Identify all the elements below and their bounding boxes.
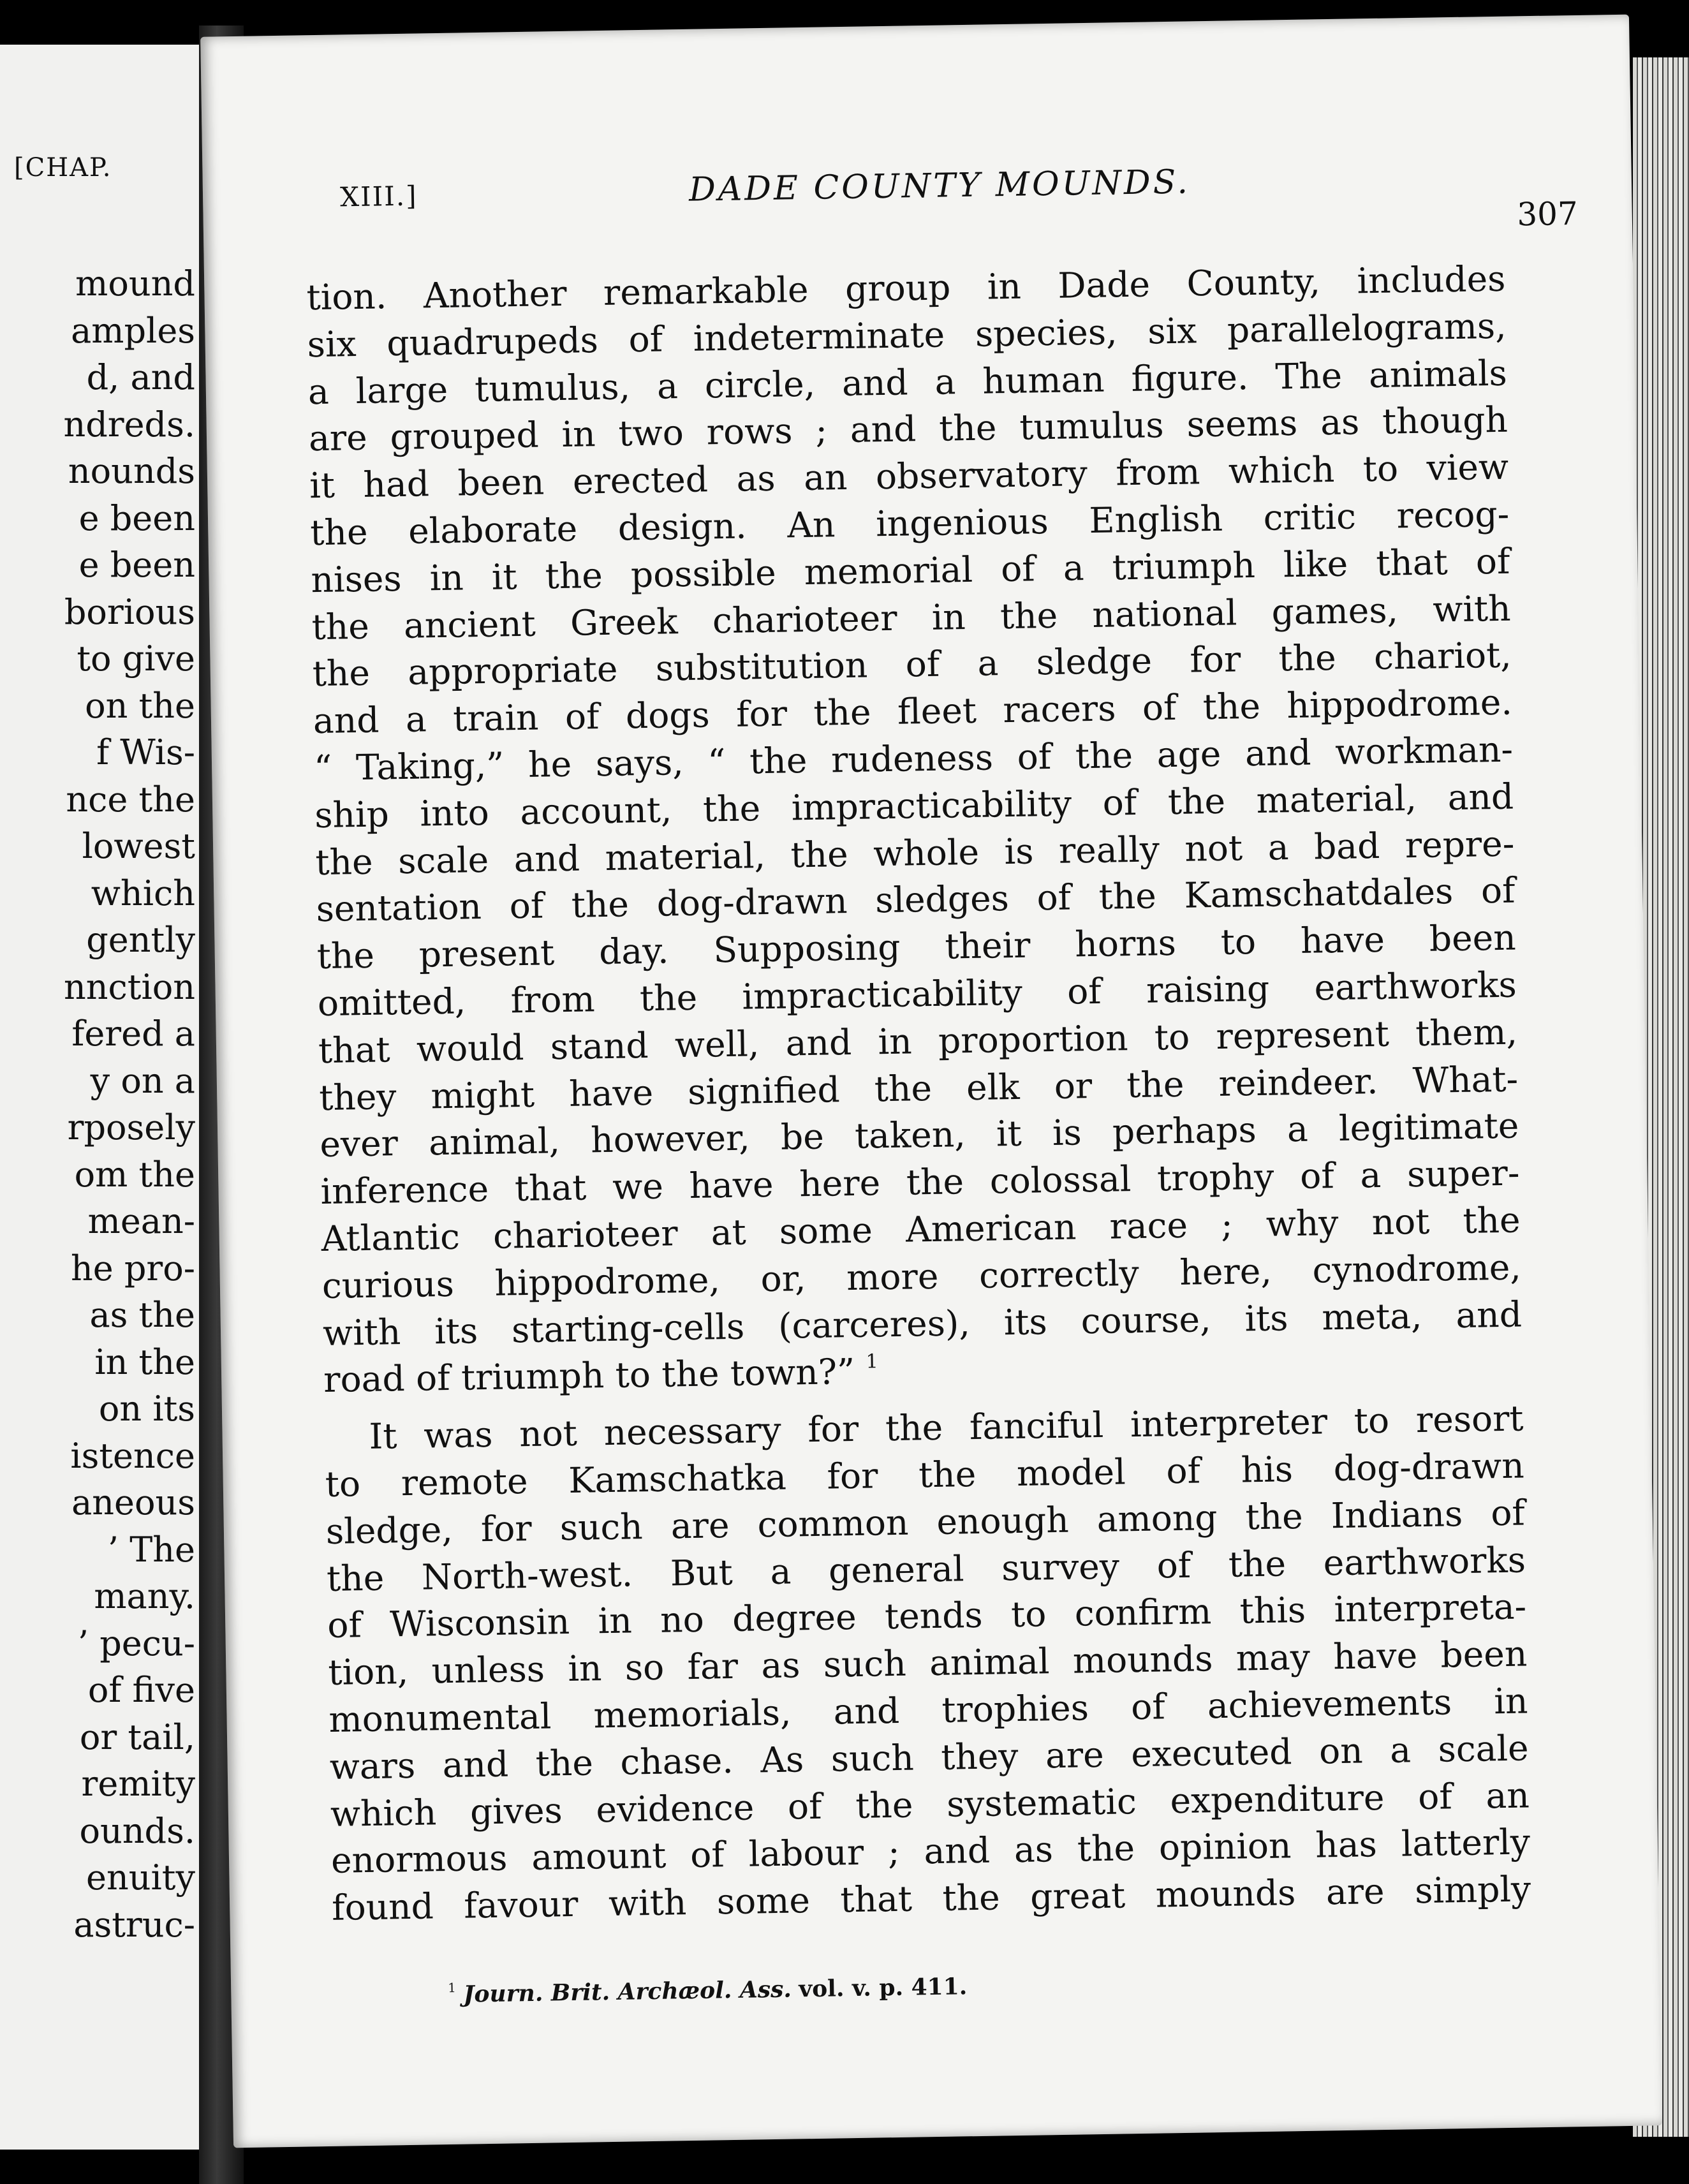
- left-page-line-fragment: d, and: [86, 357, 195, 397]
- left-page-line-fragment: on its: [98, 1389, 195, 1429]
- body-text: [306, 256, 1531, 1932]
- text-line: the North-west. But a general survey of the earthworks: [326, 1538, 1526, 1599]
- left-page-line-fragment: borious: [64, 591, 195, 632]
- text-line: are grouped in two rows ; and the tumulus seems as though: [308, 399, 1508, 459]
- text-line: and a train of dogs for the fleet racers of the hippodrome.: [313, 681, 1513, 742]
- left-page-line-fragment: astruc-: [73, 1904, 195, 1945]
- footnote-marker: 1: [448, 1981, 457, 1996]
- text-line: sledge, for such are common enough among the Indians of: [325, 1492, 1526, 1552]
- text-line: curious hippodrome, or, more correctly here, cynodrome,: [321, 1246, 1522, 1306]
- left-page-line-fragment: of five: [87, 1670, 195, 1710]
- chapter-label: XIII.]: [339, 180, 418, 213]
- text-line: they might have signified the elk or the reindeer. What-: [318, 1058, 1519, 1118]
- left-page-line-fragment: he pro-: [70, 1248, 195, 1288]
- text-line: sentation of the dog-drawn sledges of the Kamschatdales of: [316, 869, 1516, 930]
- page-number: 307: [1516, 195, 1579, 233]
- left-page-line-fragment: mound: [75, 263, 195, 304]
- footnote: [448, 1973, 967, 2008]
- left-page-line-fragment: y on a: [90, 1060, 195, 1101]
- text-line: omitted, from the impracticability of raising earthworks: [317, 964, 1517, 1024]
- left-page-line-fragment: rposely: [67, 1107, 195, 1147]
- left-page-line-fragment: nounds: [68, 451, 195, 491]
- text-line: the ancient Greek charioteer in the national games, with: [311, 587, 1511, 647]
- left-page-line-fragment: ’ pecu-: [77, 1623, 195, 1664]
- paragraph-1: [306, 256, 1522, 1357]
- footnote-reference: 1: [866, 1350, 879, 1373]
- left-page-line-fragment: om the: [74, 1154, 195, 1195]
- paragraph-2: [324, 1396, 1531, 1932]
- text-line: six quadrupeds of indeterminate species, six parallelograms,: [307, 305, 1507, 365]
- left-page-line-fragment: remity: [81, 1764, 195, 1804]
- left-page-line-fragment: istence: [70, 1435, 195, 1476]
- text-line: monumental memorials, and trophies of achievements in: [328, 1680, 1528, 1740]
- text-line: which gives evidence of the systematic expenditure of an: [330, 1774, 1530, 1834]
- running-title: DADE COUNTY MOUNDS.: [688, 163, 1191, 209]
- text-line: wars and the chase. As such they are executed on a scale: [329, 1727, 1530, 1787]
- left-page-line-fragment: e been: [78, 498, 195, 538]
- left-page-line-fragment: nnction: [63, 966, 195, 1007]
- left-page-line-fragment: gently: [86, 920, 195, 960]
- left-page-line-fragment: which: [91, 873, 195, 913]
- right-page: [200, 15, 1662, 2148]
- left-page-line-fragment: amples: [71, 310, 195, 351]
- left-page-line-fragment: mean-: [87, 1201, 195, 1241]
- text-line: enormous amount of labour ; and as the opinion has latterly: [330, 1821, 1531, 1882]
- left-page-line-fragment: aneous: [71, 1482, 195, 1523]
- left-page-line-fragment: ndreds.: [63, 404, 195, 445]
- left-page-line-fragment: to give: [77, 638, 195, 679]
- text-line: it had been erected as an observatory from which to view: [309, 446, 1509, 506]
- left-page-line-fragment: enuity: [86, 1857, 195, 1898]
- left-page-line-fragment: in the: [94, 1341, 195, 1382]
- text-line: ever animal, however, be taken, it is perhaps a legitimate: [319, 1105, 1519, 1165]
- left-page: [0, 45, 205, 2150]
- running-head: [339, 158, 1579, 233]
- left-page-line-fragment: many.: [94, 1576, 195, 1616]
- left-page-line-fragment: nce the: [66, 779, 195, 820]
- left-page-text: [0, 260, 195, 1948]
- text-line: tion, unless in so far as such animal mounds may have been: [327, 1633, 1528, 1693]
- text-line: It was not necessary for the fanciful interpreter to resort: [369, 1398, 1524, 1457]
- text-line: the appropriate substitution of a sledge for the chariot,: [312, 635, 1512, 695]
- text-line: Atlantic charioteer at some American race ; why not the: [321, 1199, 1521, 1259]
- left-page-line-fragment: fered a: [71, 1014, 195, 1054]
- text-line: the present day. Supposing their horns to have been: [316, 917, 1517, 977]
- left-page-line-fragment: f Wis-: [96, 732, 195, 772]
- footnote-source: Journ. Brit. Archæol. Ass.: [463, 1975, 792, 2008]
- text-line: to remote Kamschatka for the model of his dog-drawn: [325, 1445, 1525, 1505]
- text-line: nises in it the possible memorial of a triumph like that of: [311, 540, 1510, 600]
- text-line: ship into account, the impracticability of the material, and: [314, 776, 1514, 836]
- left-page-line-fragment: or tail,: [79, 1716, 195, 1757]
- left-page-line-fragment: ounds.: [79, 1810, 195, 1851]
- text-line: inference that we have here the colossal trophy of a super-: [320, 1152, 1520, 1213]
- text-line: the scale and material, the whole is really not a bad repre-: [314, 823, 1515, 883]
- text-line: of Wisconsin in no degree tends to confirm this interpreta-: [327, 1586, 1527, 1646]
- paragraph-1-last-line: road of triumph to the town?” $^1$: [323, 1350, 879, 1401]
- footnote-reference-text: vol. v. p. 411.: [798, 1973, 968, 2003]
- text-line: “ Taking,” he says, “ the rudeness of the age and workman-: [313, 728, 1514, 789]
- left-page-line-fragment: lowest: [82, 826, 195, 866]
- left-page-line-fragment: on the: [85, 685, 195, 726]
- text-line: found favour with some that the great mounds are simply: [331, 1868, 1531, 1929]
- text-line: with its starting-cells (carceres), its course, its meta, and: [322, 1294, 1523, 1354]
- text-line: that would stand well, and in proportion to represent them,: [318, 1011, 1518, 1071]
- left-page-line-fragment: as the: [89, 1295, 195, 1335]
- left-page-header: [CHAP.: [14, 153, 112, 182]
- text-line: a large tumulus, a circle, and a human figure. The animals: [307, 352, 1508, 412]
- text-line: tion. Another remarkable group in Dade County, includes: [306, 258, 1506, 318]
- left-page-line-fragment: e been: [78, 545, 195, 585]
- text-line: the elaborate design. An ingenious English critic recog-: [309, 493, 1510, 554]
- left-page-line-fragment: ’ The: [107, 1529, 195, 1570]
